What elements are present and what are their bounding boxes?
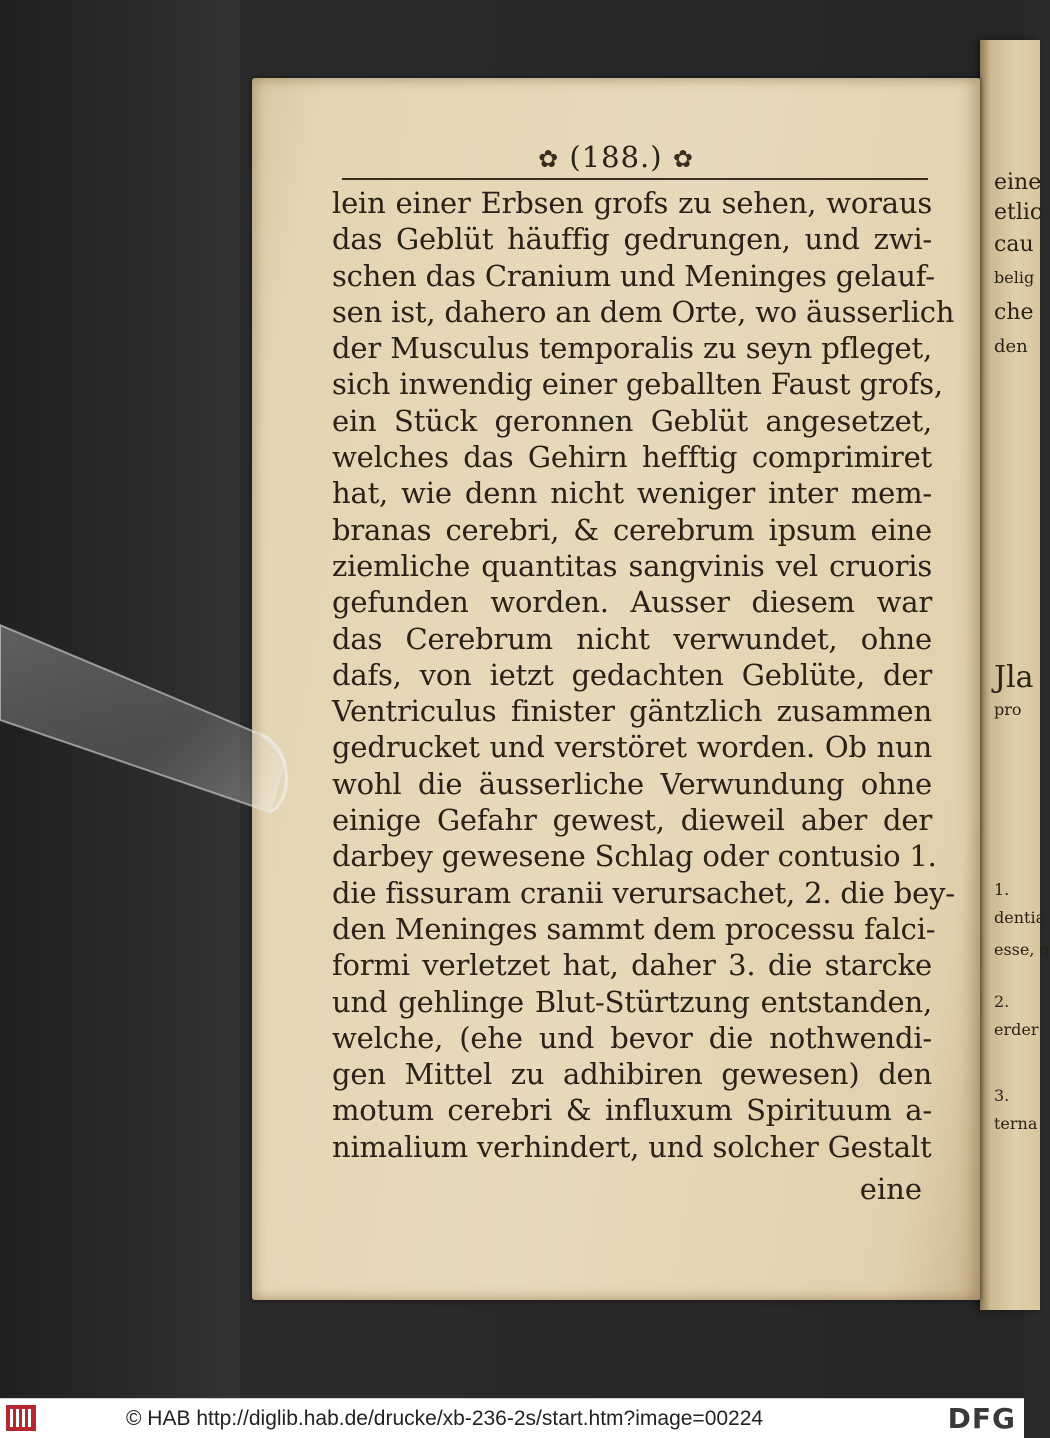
facing-page-fragment: erder <box>994 1020 1039 1039</box>
text-line: einige Gefahr gewest, dieweil aber der <box>332 803 932 838</box>
facing-page-fragment: den <box>994 336 1028 357</box>
text-line: dafs, von ietzt gedachten Geblüte, der <box>332 657 932 692</box>
text-line: lein einer Erbsen grofs zu sehen, woraus <box>332 186 932 220</box>
text-line: den Meninges sammt dem processu falci- <box>332 911 936 946</box>
text-line: formi verletzet hat, daher 3. die starcke <box>332 948 932 983</box>
ornament-right-icon: ✿ <box>672 145 694 173</box>
facing-page-fragment: 2. <box>994 992 1010 1011</box>
text-line: wohl die äusserliche Verwundung ohne <box>332 766 932 801</box>
ornament-left-icon: ✿ <box>538 145 560 173</box>
facing-page-fragment: 1. <box>994 880 1010 899</box>
text-line: gen Mittel zu adhibiren gewesen) den <box>332 1057 932 1092</box>
text-line: das Cerebrum nicht verwundet, ohne <box>332 621 932 656</box>
facing-page-fragment: etlic <box>994 200 1043 225</box>
facing-page-fragment: che <box>994 300 1034 325</box>
hab-logo-icon <box>6 1405 36 1431</box>
text-line: motum cerebri & influxum Spirituum a- <box>332 1093 932 1128</box>
text-line: und gehlinge Blut-Stürtzung entstanden, <box>332 984 932 1019</box>
text-line: welche, (ehe und bevor die nothwendi- <box>332 1020 932 1055</box>
text-line: ein Stück geronnen Geblüt angesetzet, <box>332 403 932 438</box>
text-line: ziemliche quantitas sangvinis vel cruoris <box>332 548 932 583</box>
facing-page-fragment: terna <box>994 1114 1038 1133</box>
facing-page-fragment: cau <box>994 232 1034 257</box>
text-line: darbey gewesene Schlag oder contusio 1. <box>332 839 937 874</box>
facing-page-fragment: 3. <box>994 1086 1010 1105</box>
facing-page-fragment: eine <box>994 170 1042 195</box>
text-line: branas cerebri, & cerebrum ipsum eine <box>332 512 932 547</box>
text-line: sen ist, dahero an dem Orte, wo äusserlich <box>332 294 955 329</box>
text-line: schen das Cranium und Meninges gelauf- <box>332 258 935 293</box>
facing-page-fragment: belig <box>994 268 1035 287</box>
text-line: die fissuram cranii verursachet, 2. die bey- <box>332 875 955 910</box>
text-line: gedrucket und verstöret worden. Ob nun <box>332 730 932 765</box>
book-cover-edge <box>0 0 240 1398</box>
facing-page-fragment: dentia <box>994 908 1046 927</box>
facing-page <box>980 40 1050 1310</box>
text-line: welches das Gehirn hefftig comprimiret <box>332 440 932 475</box>
text-line: Ventriculus finister gäntzlich zusammen <box>332 694 932 729</box>
footer-bar <box>0 1398 1024 1438</box>
facing-page-fragment: Jla <box>994 660 1034 695</box>
dfg-logo: DFG <box>947 1402 1016 1435</box>
text-line: nimalium verhindert, und solcher Gestalt <box>332 1129 932 1164</box>
page-number: (188.) <box>569 140 663 174</box>
header-rule <box>342 178 928 180</box>
text-line: hat, wie denn nicht weniger inter mem- <box>332 476 932 511</box>
facing-page-fragment: esse, q <box>994 940 1050 959</box>
text-line: der Musculus temporalis zu seyn pfleget, <box>332 331 932 366</box>
text-line: das Geblüt häuffig gedrungen, und zwi- <box>332 222 932 257</box>
page-header <box>252 140 980 174</box>
page-text <box>332 185 955 1165</box>
book-page <box>252 78 980 1300</box>
copyright-link[interactable]: © HAB http://diglib.hab.de/drucke/xb-236-2s/start.htm?image=00224 <box>126 1407 764 1430</box>
facing-page-fragment: pro <box>994 700 1022 719</box>
catchword: eine <box>859 1172 922 1206</box>
text-line: sich inwendig einer geballten Faust grofs, <box>332 367 943 402</box>
text-line: gefunden worden. Ausser diesem war <box>332 585 932 620</box>
